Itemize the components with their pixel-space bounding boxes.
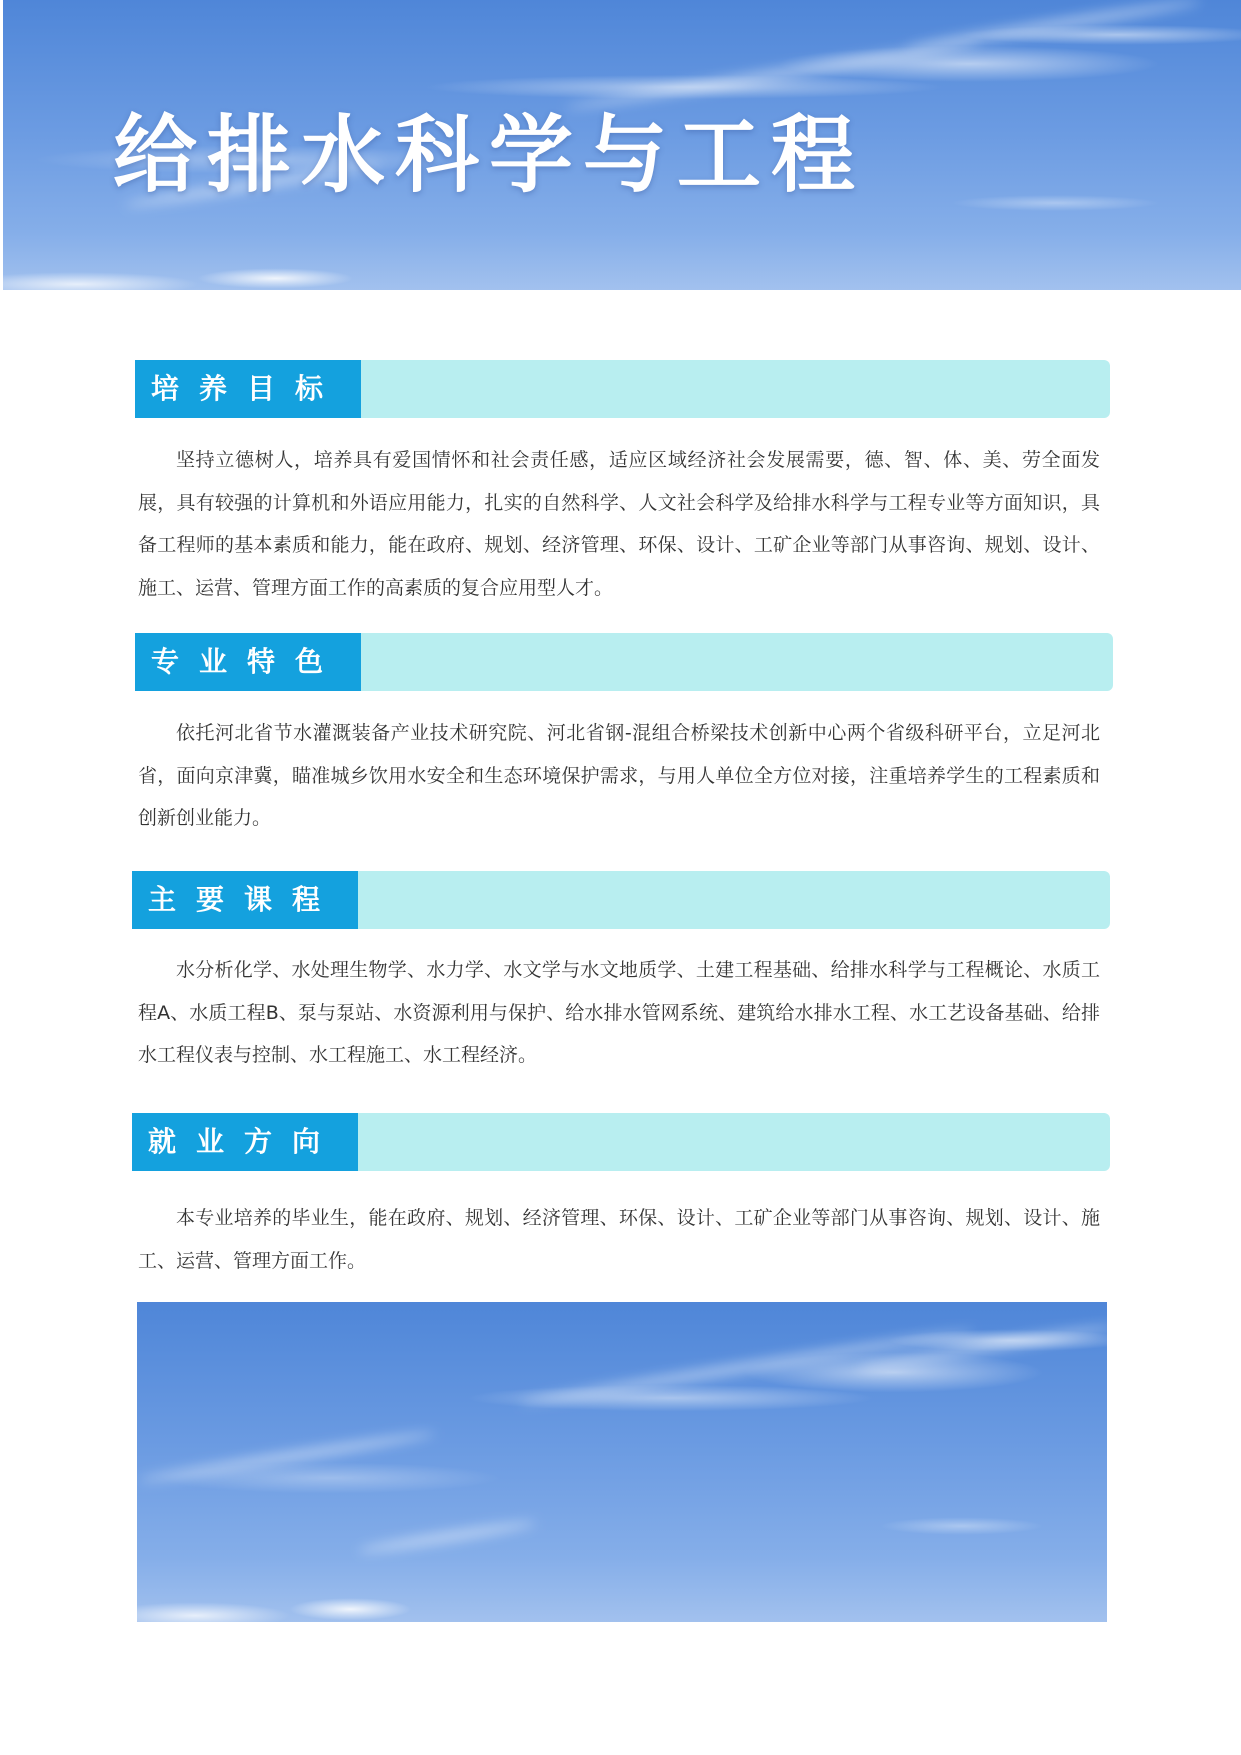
section-body-courses: 水分析化学、水处理生物学、水力学、水文学与水文地质学、土建工程基础、给排水科学与工程概论、水质工程A、水质工程B、泵与泵站、水资源利用与保护、给水排水管网系统、建筑给水排水工程、水工艺设备基础、给排水工程仪表与控制、水工程施工、水工程经济。 [138,959,1100,1066]
section-title: 就业方向 [132,1113,358,1171]
section-body-training-goals: 坚持立德树人，培养具有爱国情怀和社会责任感，适应区域经济社会发展需要，德、智、体、美、劳全面发展，具有较强的计算机和外语应用能力，扎实的自然科学、人文社会科学及给排水科学与工程专业等方面知识，具备工程师的基本素质和能力，能在政府、规划、经济管理、环保、设计、工矿企业等部门从事咨询、规划、设计、施工、运营、管理方面工作的高素质的复合应用型人才。 [138,449,1100,599]
section-title: 主要课程 [132,871,358,929]
section-header-features [135,633,1113,691]
section-body-careers: 本专业培养的毕业生，能在政府、规划、经济管理、环保、设计、工矿企业等部门从事咨询、规划、设计、施工、运营、管理方面工作。 [138,1207,1100,1272]
section-header-courses [132,871,1110,929]
section-title: 专业特色 [135,633,361,691]
section-body-features: 依托河北省节水灌溉装备产业技术研究院、河北省钢-混组合桥梁技术创新中心两个省级科研平台，立足河北省，面向京津冀，瞄准城乡饮用水安全和生态环境保护需求，与用人单位全方位对接，注重培养学生的工程素质和创新创业能力。 [138,722,1100,829]
section-header-careers [132,1113,1110,1171]
section-header-training-goals [135,360,1110,418]
section-title: 培养目标 [135,360,361,418]
sky-photo [137,1302,1107,1622]
header-banner [3,0,1241,290]
page-title: 给排水科学与工程 [113,106,866,204]
